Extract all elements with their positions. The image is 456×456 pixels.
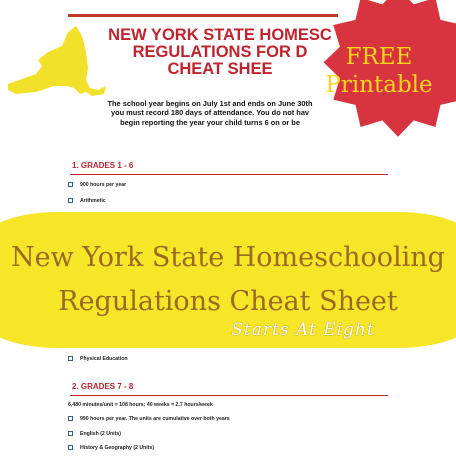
header-rule (68, 14, 338, 17)
intro-paragraph: The school year begins on July 1st and ends on June 30th you must record 180 days of attendance. You do not hav begin reporting the year your child turns 6 on or be (107, 99, 313, 127)
checklist-item[interactable]: 900 hours per year (68, 181, 126, 189)
checklist-item[interactable]: 990 hours per year. The units are cumulative over both years (68, 415, 230, 423)
checklist-item[interactable]: Physical Education (68, 355, 128, 363)
checkbox[interactable] (68, 198, 73, 203)
section-rule (70, 174, 388, 175)
checklist-item[interactable]: Arithmetic (68, 197, 106, 205)
checkbox[interactable] (68, 182, 73, 187)
checkbox[interactable] (68, 356, 73, 361)
brand-signature: Starts At Eight (231, 320, 375, 340)
checkbox[interactable] (68, 416, 73, 421)
checkbox[interactable] (68, 431, 73, 436)
section-rule (70, 395, 388, 396)
section-heading-grades-1-6: 1. GRADES 1 - 6 (72, 161, 134, 170)
hours-note: 6,480 minutes/unit = 108 hours; 40 weeks = 2.7 hours/week (68, 402, 213, 408)
free-printable-badge-text: FREE Printable (325, 44, 433, 98)
checklist-item[interactable]: English (2 Units) (68, 430, 121, 438)
section-heading-grades-7-8: 2. GRADES 7 - 8 (72, 382, 134, 391)
document-title: NEW YORK STATE HOMESC REGULATIONS FOR D CHEAT SHEE (108, 26, 332, 78)
banner-title: New York State Homeschooling Regulations Cheat Sheet (11, 242, 445, 317)
checkbox[interactable] (68, 445, 73, 450)
checklist-item[interactable]: History & Geography (2 Units) (68, 444, 154, 452)
